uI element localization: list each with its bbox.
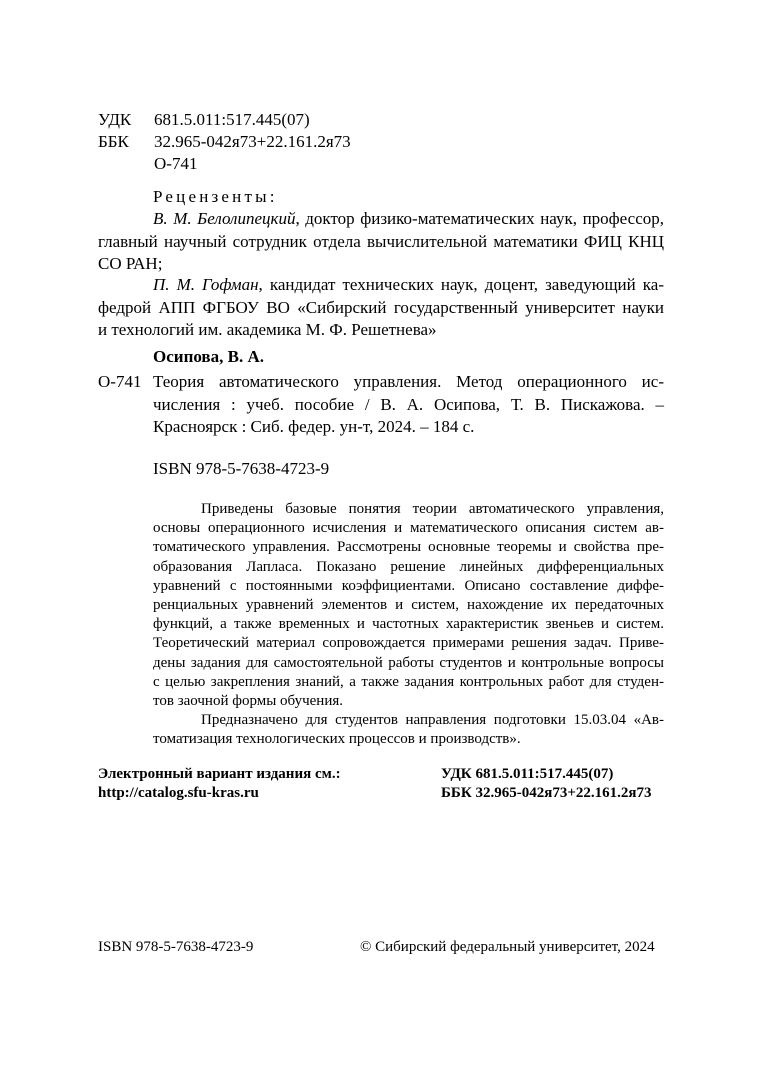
reviewer-2-line-1: П. М. Гофман, кандидат технических наук, доцент, заведующий ка- — [153, 275, 664, 294]
annotation-line: тов заочной формы обучения. — [153, 693, 344, 710]
annotation-paragraph-2 — [153, 711, 664, 749]
annotation-paragraph-1 — [153, 500, 664, 711]
udk-row — [98, 109, 310, 132]
annotation-line: Приведены базовые понятия теории автоматического управления, — [201, 501, 664, 517]
bib-line-2: числения : учеб. пособие / В. А. Осипова, Т. В. Пискажова. – — [153, 394, 664, 414]
annotation-line: ренциальных уравнений элементов и систем, нахождение их передаточных — [153, 597, 664, 614]
annotation-line: томатизация технологических процессов и производств». — [153, 731, 521, 748]
reviewer-2-line-2: федрой АПП ФГБОУ ВО «Сибирский государственный университет науки — [98, 297, 664, 317]
bbk-label: ББК — [98, 132, 129, 151]
annotation-line: дены задания для самостоятельной работы студентов и контрольные вопросы — [153, 654, 664, 671]
reviewers-heading: Рецензенты: — [153, 187, 278, 206]
footer-copyright: © Сибирский федеральный университет, 2024 — [360, 939, 655, 955]
annotation-line: образования Лапласа. Показано решение линейных дифференциальных — [153, 558, 664, 575]
electronic-label: Электронный вариант издания см.: — [98, 766, 341, 782]
reviewer-1-name: В. М. Белолипецкий — [153, 209, 296, 228]
reviewer-2 — [98, 274, 664, 342]
annotation-line: Предназначено для студентов направления подготовки 15.03.04 «Ав- — [201, 712, 664, 728]
bbk-value: 32.965-042я73+22.161.2я73 — [154, 132, 351, 151]
udk-label: УДК — [98, 110, 132, 129]
reviewer-1-line-3: СО РАН; — [98, 254, 163, 273]
isbn-main: ISBN 978-5-7638-4723-9 — [153, 459, 330, 478]
author-mark-row — [98, 153, 197, 176]
reviewer-1-line-1: В. М. Белолипецкий, доктор физико-математических наук, профессор, — [153, 209, 664, 228]
annotation-line: основы операционного исчисления и математического описания систем ав- — [153, 520, 664, 537]
bib-line-3: Красноярск : Сиб. федер. ун-т, 2024. – 184 с. — [153, 417, 475, 436]
reviewer-1 — [98, 208, 664, 276]
author-mark: О-741 — [154, 154, 198, 173]
udk-value: 681.5.011:517.445(07) — [154, 110, 310, 129]
bib-line-1: Теория автоматического управления. Метод операционного ис- — [153, 372, 664, 391]
udk-footer: УДК 681.5.011:517.445(07) — [441, 766, 614, 782]
reviewer-2-line-3: и технологий им. академика М. Ф. Решетнева» — [98, 320, 437, 339]
reviewer-2-name: П. М. Гофман — [153, 275, 259, 294]
bbk-footer: ББК 32.965-042я73+22.161.2я73 — [441, 785, 652, 801]
annotation-line: функций, а также временных и частотных характеристик звеньев и систем. — [153, 616, 664, 633]
bbk-row — [98, 131, 351, 154]
footer-isbn: ISBN 978-5-7638-4723-9 — [98, 939, 254, 955]
bib-code: О-741 — [98, 372, 142, 391]
annotation-line: уравнений с постоянными коэффициентами. Описано составление диффе- — [153, 577, 664, 594]
bib-description — [153, 371, 664, 439]
annotation-line: с целью закрепления знаний, а также задания контрольных работ для студен- — [153, 673, 664, 690]
annotation-line: Теоретический материал сопровождается примерами решения задач. Приве- — [153, 635, 664, 652]
reviewer-1-line-2: главный научный сотрудник отдела вычислительной математики ФИЦ КНЦ — [98, 231, 664, 251]
book-author: Осипова, В. А. — [153, 347, 264, 366]
electronic-url[interactable]: http://catalog.sfu-kras.ru — [98, 785, 259, 801]
annotation-line: томатического управления. Рассмотрены основные теоремы и свойства пре- — [153, 539, 664, 556]
